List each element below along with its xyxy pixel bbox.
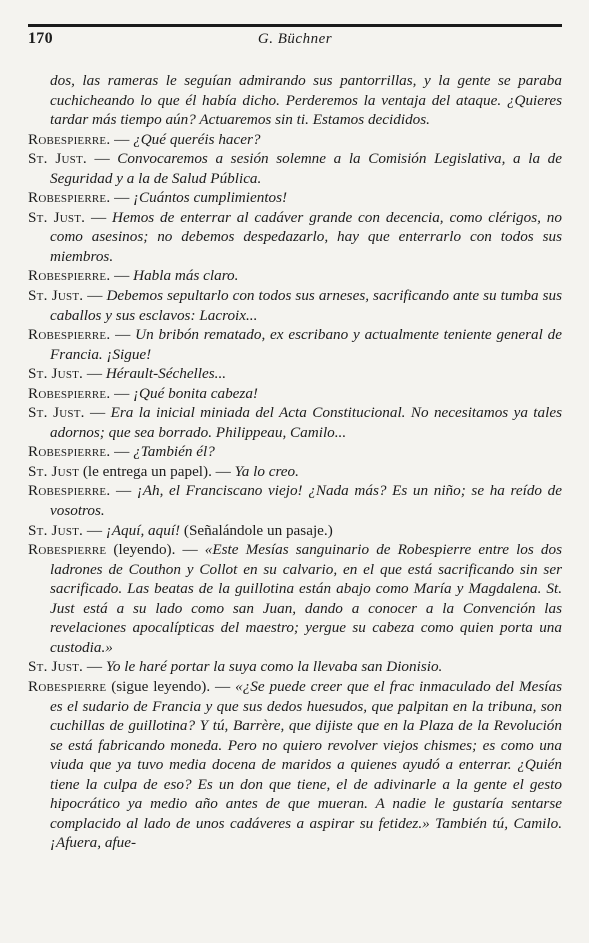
dialogue-line bbox=[28, 266, 562, 286]
dialogue-line bbox=[28, 130, 562, 150]
speaker-name: Robespierre. bbox=[28, 130, 111, 148]
speaker-dash: — bbox=[83, 658, 106, 676]
speech-text: «¿Se puede creer que el frac inmaculado del Mesías es el sudario de Francia y que sus dedos huesudos, que palpitan en la tribuna, son cuchillas de guillotina? Y tú, Barrère, que dijiste que en la Plaza de la Revolución se está fabricando moneda. Pero no quiero revolver viejos chismes; es como una viuda que ya tuvo media docena de maridos a quienes ayudó a enterrar. ¿Quién tiene la culpa de eso? Es un don que tiene, el de adivinarle a la gente el gesto hipocrático ya medio año antes de que mueran. A nadie le gustaría sentarse complacido al lado de unos cadáveres a aspirar su fetidez.» También tú, Camilo. ¡Afuera, afue- bbox=[50, 677, 562, 852]
continuation-paragraph bbox=[28, 71, 562, 130]
speaker-dash: — bbox=[85, 208, 113, 226]
dialogue-line bbox=[28, 521, 562, 541]
stage-direction: (sigue leyendo). — bbox=[106, 677, 236, 695]
speech-text: Yo le haré portar la suya como la llevaba san Dionisio. bbox=[105, 658, 443, 676]
speech-text: Ya lo creo. bbox=[234, 462, 299, 480]
dialogue-line bbox=[28, 384, 562, 404]
speech-text: ¿Qué queréis hacer? bbox=[133, 130, 261, 148]
speaker-dash: — bbox=[110, 189, 134, 207]
stage-direction: (leyendo). — bbox=[106, 541, 205, 559]
speech-text: Hemos de enterrar al cadáver grande con decencia, como clérigos, no como asesinos; no debemos despedazarlo, hay que enterrarlo con todos sus miembros. bbox=[50, 208, 562, 265]
book-page bbox=[28, 0, 562, 943]
running-title: G. Büchner bbox=[257, 31, 333, 47]
speaker-dash: — bbox=[110, 384, 134, 402]
speaker-dash: — bbox=[83, 287, 107, 305]
speaker-dash: — bbox=[86, 150, 118, 168]
speaker-dash: — bbox=[83, 365, 106, 383]
speech-text: Hérault-Séchelles... bbox=[105, 365, 227, 383]
dialogue-line bbox=[28, 481, 562, 520]
dialogue-line bbox=[28, 677, 562, 853]
speaker-name: Robespierre bbox=[28, 677, 107, 695]
speech-text: «Este Mesías sanguinario de Robespierre entre los dos ladrones de Couthon y Collot en su calvario, en el que está sacrificando sin ser sacrificado. Las beatas de la guillotina están abajo como María y Magdalena. St. Just está a su lado como san Juan, dando a conocer a la Convención las revelaciones apocalípticas del maestro; yergue su cabeza como quien porta una custodia.» bbox=[50, 541, 562, 656]
speech-text: Era la inicial miniada del Acta Constitucional. No necesitamos ya tales adornos; que sea borrado. Philippeau, Camilo... bbox=[50, 404, 562, 441]
header-rule bbox=[28, 24, 562, 27]
speech-text: ¡Cuántos cumplimientos! bbox=[133, 189, 288, 207]
speaker-dash: — bbox=[110, 326, 136, 344]
dialogue-line bbox=[28, 325, 562, 364]
dialogue-line bbox=[28, 149, 562, 188]
speaker-dash: — bbox=[110, 130, 134, 148]
speaker-name: Robespierre. bbox=[28, 267, 111, 285]
page-number: 170 bbox=[28, 30, 53, 47]
speaker-name: Robespierre. bbox=[28, 384, 111, 402]
speaker-name: St. Just. bbox=[28, 658, 84, 676]
dialogue-line bbox=[28, 442, 562, 462]
speech-text: Convocaremos a sesión solemne a la Comisión Legislativa, a la de Seguridad y a la de Salud Pública. bbox=[50, 150, 562, 187]
speaker-dash: — bbox=[110, 482, 137, 500]
dialogue-line bbox=[28, 462, 562, 482]
speech-text: Debemos sepultarlo con todos sus arneses, sacrificando ante su tumba sus caballos y sus esclavos: Lacroix... bbox=[50, 287, 563, 324]
dialogue-line bbox=[28, 208, 562, 267]
stage-direction: (le entrega un papel). — bbox=[79, 462, 235, 480]
speaker-dash: — bbox=[110, 267, 134, 285]
speaker-name: St. Just. bbox=[28, 150, 87, 168]
body-text bbox=[28, 71, 562, 853]
speech-text: ¡Ah, el Franciscano viejo! ¿Nada más? Es un niño; se ha reído de vosotros. bbox=[50, 482, 562, 520]
dialogue-line bbox=[28, 364, 562, 384]
speech-text: dos, las rameras le seguían admirando sus pantorrillas, y la gente se paraba cuchicheando lo que él había dicho. Perderemos la ventaja del ataque. ¿Quieres tardar más tiempo aún? Actuaremos sin ti. Estamos decididos. bbox=[50, 72, 562, 129]
speech-text: Habla más claro. bbox=[133, 267, 239, 285]
speaker-name: St. Just. bbox=[28, 365, 84, 383]
speaker-name: St. Just. bbox=[28, 404, 85, 422]
speaker-dash: — bbox=[84, 404, 111, 422]
speaker-name: Robespierre. bbox=[28, 443, 111, 461]
speaker-name: Robespierre. bbox=[28, 482, 111, 500]
speaker-name: St. Just. bbox=[28, 521, 84, 539]
dialogue-line bbox=[28, 188, 562, 208]
speaker-name: Robespierre bbox=[28, 541, 107, 559]
dialogue-line bbox=[28, 403, 562, 442]
speaker-dash: — bbox=[110, 443, 134, 461]
running-header bbox=[28, 30, 562, 52]
speaker-dash: — bbox=[83, 521, 106, 539]
stage-direction: (Señalándole un pasaje.) bbox=[180, 521, 333, 539]
speaker-name: Robespierre. bbox=[28, 189, 111, 207]
dialogue-line bbox=[28, 286, 562, 325]
speech-text: ¿También él? bbox=[133, 443, 215, 461]
speech-text: ¡Qué bonita cabeza! bbox=[133, 384, 258, 402]
speech-text: Un bribón rematado, ex escribano y actualmente teniente general de Francia. ¡Sigue! bbox=[50, 326, 563, 363]
speaker-name: St. Just. bbox=[28, 287, 84, 305]
dialogue-line bbox=[28, 540, 562, 657]
speaker-name: St. Just. bbox=[28, 208, 86, 226]
speaker-name: St. Just bbox=[28, 462, 80, 480]
dialogue-line bbox=[28, 657, 562, 677]
speech-text: ¡Aquí, aquí! bbox=[105, 521, 181, 539]
speaker-name: Robespierre. bbox=[28, 326, 111, 344]
